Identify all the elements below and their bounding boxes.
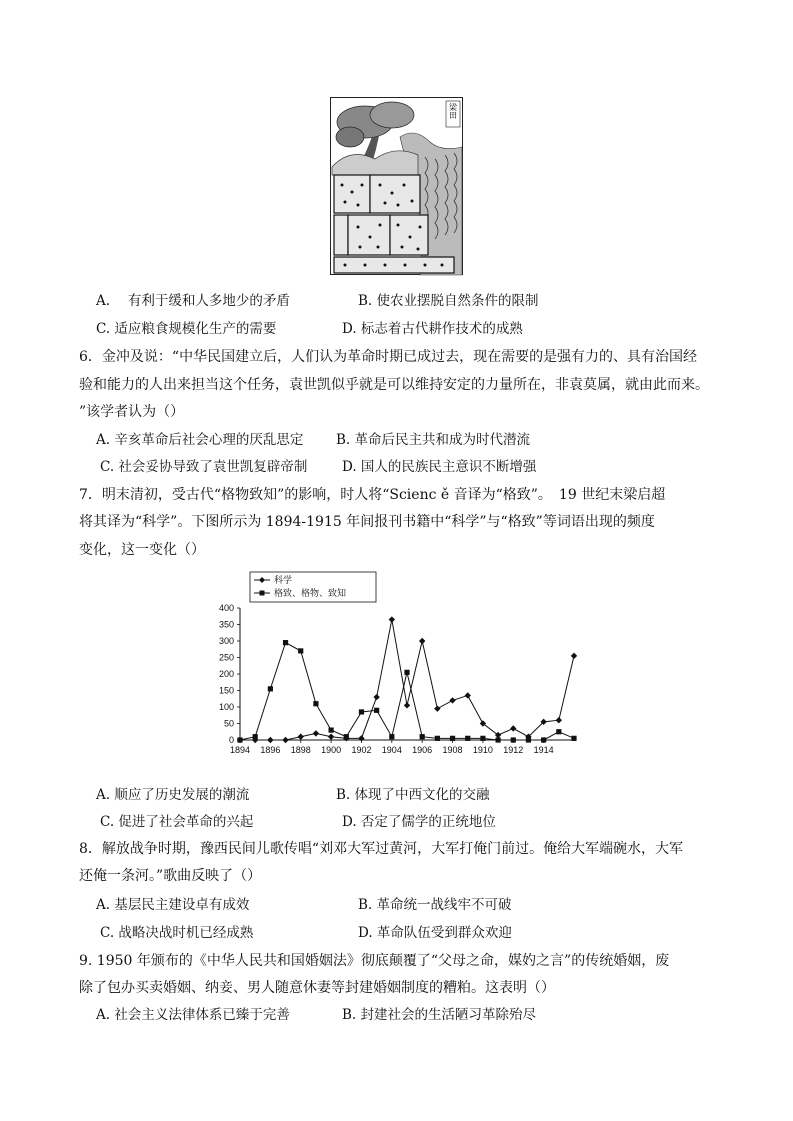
data-point-kexue: [298, 734, 304, 740]
q7-option-b[interactable]: B. 体现了中西文化的交融: [336, 787, 490, 803]
q6-option-d[interactable]: D. 国人的民族民主意识不断增强: [342, 459, 537, 475]
data-point-gezhi: [237, 737, 242, 742]
q6-option-a[interactable]: A. 辛亥革命后社会心理的厌乱思定: [96, 432, 304, 448]
data-point-kexue: [556, 717, 562, 723]
data-point-kexue: [282, 737, 288, 743]
data-point-kexue: [313, 730, 319, 736]
y-tick-label: 350: [218, 619, 234, 630]
data-point-kexue: [389, 616, 395, 622]
data-point-gezhi: [404, 670, 409, 675]
legend-label-1: 科学: [274, 576, 293, 586]
data-point-gezhi: [359, 709, 364, 714]
keyword-frequency-chart: [218, 568, 576, 764]
data-point-gezhi: [374, 708, 379, 713]
x-tick-label: 1908: [442, 745, 463, 755]
x-tick-label: 1912: [503, 745, 524, 755]
woodcut-caption: 梁田: [448, 103, 458, 119]
data-point-gezhi: [420, 734, 425, 739]
q6-stem-line-2: 验和能力的人出来担当这个任务，袁世凯似乎就是可以维持安定的力量所在，非袁莫属，就由此而来。: [79, 377, 709, 393]
data-point-kexue: [449, 697, 455, 703]
q8-option-c[interactable]: C. 战略决战时机已经成熟: [100, 925, 254, 941]
data-point-kexue: [373, 694, 379, 700]
y-tick-label: 200: [218, 669, 234, 679]
q5-option-c[interactable]: C. 适应粮食规模化生产的需要: [96, 321, 277, 337]
data-point-kexue: [404, 702, 410, 708]
y-tick-label: 400: [218, 603, 234, 613]
q5-option-d[interactable]: D. 标志着古代耕作技术的成熟: [342, 321, 523, 337]
legend-label-2: 格致、格物、致知: [274, 589, 347, 599]
data-point-kexue: [571, 653, 577, 659]
data-point-gezhi: [526, 737, 531, 742]
data-point-kexue: [267, 737, 273, 743]
q6-stem-line-3: ”该学者认为（）: [79, 404, 185, 420]
q7-option-a[interactable]: A. 顺应了历史发展的潮流: [96, 787, 250, 803]
data-point-kexue: [328, 734, 334, 740]
q8-option-a[interactable]: A. 基层民主建设卓有成效: [96, 897, 250, 913]
y-tick-label: 0: [228, 735, 234, 745]
q7-stem-line-1: 7．明末清初，受古代“格物致知”的影响，时人将“Scienc ě 音译为“格致”。 19 世纪末梁启超: [79, 487, 666, 503]
data-point-kexue: [358, 735, 364, 741]
x-tick-label: 1898: [290, 745, 311, 755]
data-point-gezhi: [389, 734, 394, 739]
q5-option-b[interactable]: B. 使农业摆脱自然条件的限制: [358, 293, 539, 309]
q9-stem-line-2: 除了包办买卖婚姻、纳妾、男人随意休妻等封建婚姻制度的糟粕。这表明（）: [79, 980, 555, 996]
x-tick-label: 1910: [472, 745, 493, 755]
x-tick-label: 1902: [351, 745, 372, 755]
q9-option-a[interactable]: A. 社会主义法律体系已臻于完善: [96, 1007, 290, 1023]
data-point-gezhi: [298, 648, 303, 653]
data-point-kexue: [434, 705, 440, 711]
q5-option-a[interactable]: A. 有利于缓和人多地少的矛盾: [96, 293, 290, 309]
data-point-gezhi: [571, 736, 576, 741]
x-tick-label: 1914: [533, 745, 554, 755]
q9-option-b[interactable]: B. 封建社会的生活陋习革除殆尽: [342, 1007, 537, 1023]
q9-stem-line-1: 9. 1950 年颁布的《中华人民共和国婚姻法》彻底颠覆了“父母之命，媒妁之言”的传统婚姻，废: [79, 953, 670, 969]
data-point-gezhi: [253, 734, 258, 739]
q8-option-b[interactable]: B. 革命统一战线牢不可破: [358, 897, 512, 913]
data-point-gezhi: [283, 640, 288, 645]
y-tick-label: 100: [218, 702, 234, 712]
terraced-field-woodcut: [330, 97, 463, 275]
q7-option-d[interactable]: D. 否定了儒学的正统地位: [342, 814, 496, 830]
x-tick-label: 1906: [412, 745, 433, 755]
q7-stem-line-2: 将其译为“科学”。下图所示为 1894-1915 年间报刊书籍中“科学”与“格致”等词语出现的频度: [79, 514, 655, 530]
q6-option-b[interactable]: B. 革命后民主共和成为时代潜流: [336, 432, 531, 448]
q7-stem-line-3: 变化，这一变化（）: [79, 542, 205, 558]
y-tick-label: 250: [218, 652, 234, 663]
series-line-2: [240, 643, 574, 740]
x-tick-label: 1896: [260, 745, 281, 755]
x-tick-label: 1900: [321, 745, 342, 755]
data-point-kexue: [465, 692, 471, 698]
q7-option-c[interactable]: C. 促进了社会革命的兴起: [100, 814, 254, 830]
y-tick-label: 300: [218, 636, 234, 646]
data-point-gezhi: [556, 729, 561, 734]
y-tick-label: 150: [218, 685, 234, 696]
data-point-gezhi: [541, 737, 546, 742]
series-line-1: [240, 620, 574, 740]
q8-stem-line-1: 8．解放战争时期，豫西民间儿歌传唱“刘邓大军过黄河，大军打俺门前过。俺给大军端碗水，大军: [79, 841, 684, 857]
q6-stem-line-1: 6．金冲及说：“中华民国建立后，人们认为革命时期已成过去，现在需要的是强有力的、具有治国经: [79, 349, 698, 365]
data-point-gezhi: [313, 701, 318, 706]
data-point-gezhi: [495, 737, 500, 742]
data-point-gezhi: [328, 728, 333, 733]
data-point-gezhi: [465, 736, 470, 741]
data-point-gezhi: [480, 736, 485, 741]
data-point-gezhi: [435, 736, 440, 741]
data-point-kexue: [510, 725, 516, 731]
data-point-gezhi: [268, 686, 273, 691]
q6-option-c[interactable]: C. 社会妥协导致了袁世凯复辟帝制: [100, 459, 308, 475]
x-tick-label: 1904: [381, 745, 402, 755]
x-tick-label: 1894: [229, 745, 251, 755]
y-tick-label: 50: [223, 718, 234, 729]
q8-option-d[interactable]: D. 革命队伍受到群众欢迎: [358, 925, 512, 941]
data-point-kexue: [419, 638, 425, 644]
legend-marker-square: [260, 591, 265, 596]
data-point-gezhi: [450, 736, 455, 741]
data-point-gezhi: [344, 734, 349, 739]
q8-stem-line-2: 还俺一条河。”歌曲反映了（）: [79, 868, 262, 884]
data-point-gezhi: [511, 737, 516, 742]
